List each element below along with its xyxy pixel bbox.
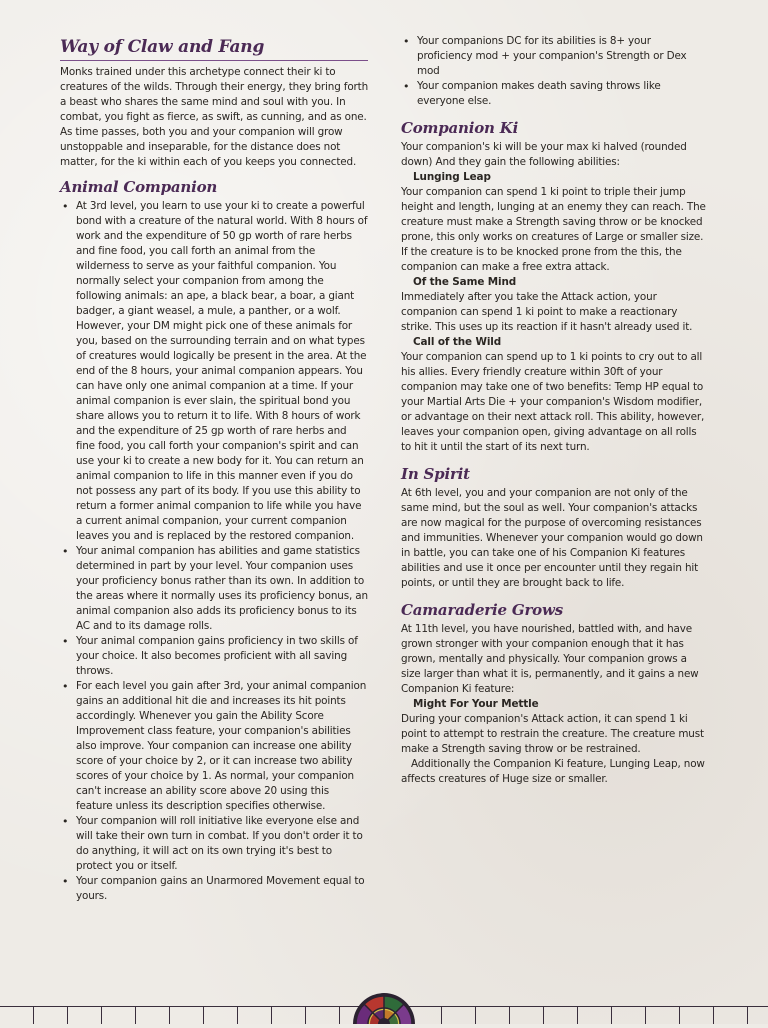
might-for-your-mettle-title: Might For Your Mettle — [413, 698, 539, 710]
companion-ki-heading: Companion Ki — [401, 119, 519, 137]
stained-glass-emblem-icon — [352, 990, 416, 1024]
animal-companion-heading: Animal Companion — [60, 178, 218, 196]
left-column — [60, 34, 368, 904]
in-spirit-heading: In Spirit — [401, 465, 470, 483]
same-mind-title: Of the Same Mind — [413, 276, 517, 288]
list-item: • Your animal companion has abilities and game statistics determined in part by your level. Your companion uses your proficiency bonus rather than its own. In addition to the areas where it normally uses its proficiency bonus, an animal companion also adds its proficiency bonus to its AC and to its damage rolls. — [76, 544, 368, 634]
companion-ki-intro: Your companion's ki will be your max ki halved (rounded down) And they gain the following abilities: — [401, 141, 687, 168]
title-divider — [60, 60, 368, 61]
list-item: • For each level you gain after 3rd, your animal companion gains an additional hit die and increases its hit points accordingly. Whenever you gain the Ability Score Improvement class feature, your companion's abilities also improve. Your companion can increase one ability score of your choice by 2, or it can increase two ability scores of your choice by 1. As normal, your companion can't increase an ability score above 20 using this feature unless its description specifies otherwise. — [76, 679, 368, 814]
lunging-leap-text: Your companion can spend 1 ki point to triple their jump height and length, lunging at an enemy they can reach. The creature must make a Strength saving throw or be knocked prone, this only works on creatures of Large or smaller size. If the creature is to be knocked prone from the this, the companion can make a free extra attack. — [401, 186, 706, 273]
list-item: • Your companion makes death saving throws like everyone else. — [417, 79, 709, 109]
call-of-the-wild-title: Call of the Wild — [413, 336, 502, 348]
lunging-leap-title: Lunging Leap — [413, 171, 491, 183]
list-item: • Your companion will roll initiative like everyone else and will take their own turn in combat. If you don't order it to do anything, it will act on its own trying it's best to protect you or itself. — [76, 814, 368, 874]
right-column — [401, 34, 709, 787]
intro-paragraph: Monks trained under this archetype connect their ki to creatures of the wilds. Through their energy, they bring forth a beast who shares the same mind and soul with you. In combat, you fight as fierce, as swift, as cunning, and as one. As time passes, both you and your companion will grow unstoppable and inseparable, for the distance does not matter, for the ki within each of you keeps you connected. — [60, 66, 369, 168]
camaraderie-additional-text: Additionally the Companion Ki feature, Lunging Leap, now affects creatures of Huge size or smaller. — [401, 758, 705, 785]
animal-companion-list — [60, 199, 368, 904]
might-for-your-mettle-text: During your companion's Attack action, it can spend 1 ki point to attempt to restrain the creature. The creature must make a Strength saving throw or be restrained. — [401, 713, 704, 755]
page-title: Way of Claw and Fang — [60, 37, 265, 57]
list-item: • Your animal companion gains proficiency in two skills of your choice. It also becomes proficient with all saving throws. — [76, 634, 368, 679]
camaraderie-heading: Camaraderie Grows — [401, 601, 563, 619]
same-mind-text: Immediately after you take the Attack action, your companion can spend 1 ki point to make a reactionary strike. This uses up its reaction if it hasn't already used it. — [401, 291, 693, 333]
page-footer — [0, 1002, 768, 1024]
call-of-the-wild-text: Your companion can spend up to 1 ki points to cry out to all his allies. Every friendly creature within 30ft of your companion may take one of two benefits: Temp HP equal to your Martial Arts Die + your companion's Wisdom modifier, or advantage on their next attack roll. This ability, however, leaves your companion open, giving advantage on all rolls to hit it until the start of its next turn. — [401, 351, 705, 453]
in-spirit-text: At 6th level, you and your companion are not only of the same mind, but the soul as well. Your companion's attacks are now magical for the purpose of overcoming resistances and immunities. Whenever your companion would go down in battle, you can take one of his Companion Ki features abilities and use it once per encounter until they regain hit points, or until they are brought back to life. — [401, 487, 703, 589]
list-item: • Your companions DC for its abilities is 8+ your proficiency mod + your companion's Strength or Dex mod — [417, 34, 709, 79]
list-item: • Your companion gains an Unarmored Movement equal to yours. — [76, 874, 368, 904]
camaraderie-text: At 11th level, you have nourished, battled with, and have grown stronger with your companion enough that it has grown, mentally and physically. Your companion grows a size larger than what it is, permanently, and it gains a new Companion Ki feature: — [401, 623, 699, 695]
companion-rules-list — [401, 34, 709, 109]
list-item: • At 3rd level, you learn to use your ki to create a powerful bond with a creature of the natural world. With 8 hours of work and the expenditure of 50 gp worth of rare herbs and fine food, you call forth an animal from the wilderness to serve as your faithful companion. You normally select your companion from among the following animals: an ape, a black bear, a boar, a giant badger, a giant weasel, a mule, a panther, or a wolf. However, your DM might pick one of these animals for you, based on the surrounding terrain and on what types of creatures would logically be present in the area. At the end of the 8 hours, your animal companion appears. You can have only one animal companion at a time. If your animal companion is ever slain, the spiritual bond you share allows you to return it to life. With 8 hours of work and the expenditure of 25 gp worth of rare herbs and fine food, you call forth your companion's spirit and can use your ki to create a new body for it. You can return an animal companion to life in this manner even if you do not possess any part of its body. If you use this ability to return a former animal companion to life while you have a current animal companion, your current companion leaves you and is replaced by the restored companion. — [76, 199, 368, 544]
